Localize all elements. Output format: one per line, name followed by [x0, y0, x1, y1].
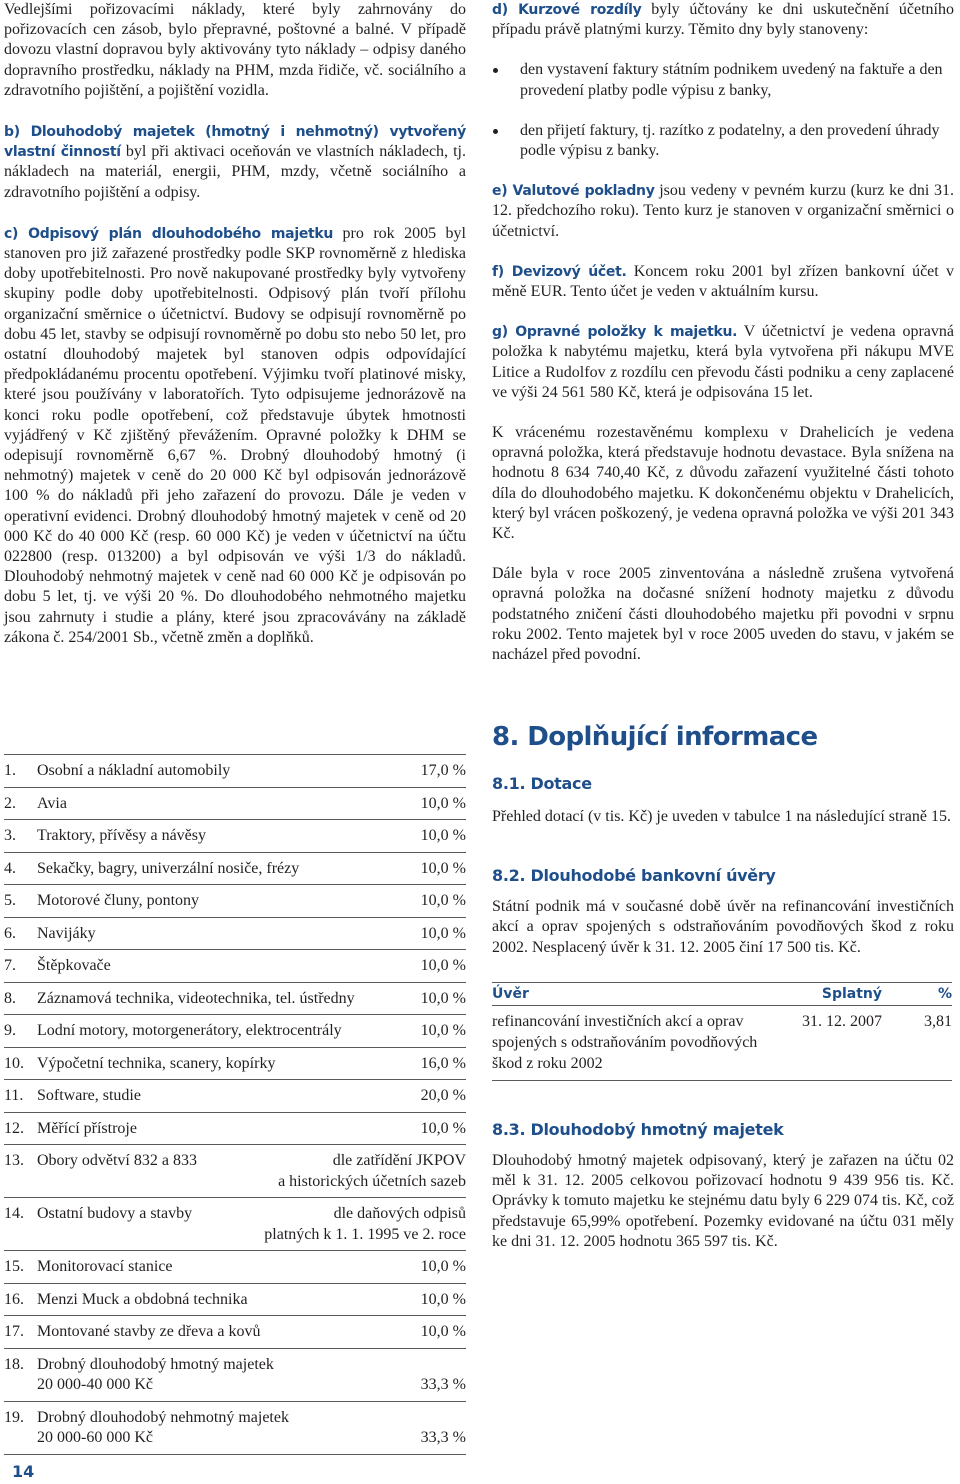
rate-number: 5.	[4, 892, 16, 909]
paragraph-e	[492, 181, 954, 242]
rate-item-range-line	[37, 1428, 466, 1449]
paragraph-f	[492, 262, 954, 302]
subsection-heading-8-1: 8.1. Dotace	[492, 774, 592, 794]
loan-rate: 3,81	[924, 1012, 952, 1030]
rate-number: 15.	[4, 1258, 24, 1275]
table-row	[4, 1251, 466, 1284]
label-d: d) Kurzové rozdíly	[492, 2, 642, 18]
rate-item-name: Měřící přístroje	[37, 1119, 137, 1137]
text-c: pro rok 2005 byl stanoven pro již zařazené prostředky podle SKP rovnoměrně z hlediska doby upotřebitelnosti. Pro nově nakupované prostředky byly vytvořeny skupiny podle doby upotřebitelnosti. Odpisový plán tvoří přílohu organizační směrnice o účetnictví. Budovy se odpisují rovnoměrně po dobu 45 let, stavby se odpisují rovnoměrně po dobu sto nebo 50 let, pro ostatní dlouhodobý majetek byl stanoven odpis odpovídající předpokládanému procentu opotřebení. Výjimku tvoří platinové misky, které jsou používány v laboratořích. Tyto odpisujeme jednorázově na konci roku podle opotřebení, což představuje úbytek hmotnosti vyjádřený v Kč zjištěný převážením. Opravné položky k DHM se odepisují rovnoměrně 6,67 %. Drobný dlouhodobý hmotný (i nehmotný) majetek v ceně do 20 000 Kč byl odpisován jednorázově 100 % do nákladů při jeho zařazení do provozu. Dále je veden v operativní evidenci. Drobný dlouhodobý hmotný majetek v ceně od 20 000 Kč do 40 000 Kč (resp. 60 000 Kč) je veden v účetnictví na účtu 022800 (resp. 013200) a byl odpisován ve výši 1/3 do nákladů. Dlouhodobý nehmotný majetek v ceně nad 60 000 Kč je odpisován po dobu 5 let, tj. ve výši 20 %. Do dlouhodobého nehmotného majetku jsou zahrnuty i studie a plány, které jsou zpracovávány na základě zákona č. 254/2001 Sb., včetně změn a doplňků.	[4, 224, 466, 646]
rate-percent: 33,3 %	[420, 1429, 466, 1446]
table-row	[4, 950, 466, 983]
rate-number: 18.	[4, 1355, 24, 1373]
rate-number: 12.	[4, 1119, 24, 1137]
section-heading-8: 8. Doplňující informace	[492, 722, 818, 753]
paragraph-g	[492, 322, 954, 403]
rate-number: 10.	[4, 1054, 24, 1072]
table-row	[4, 755, 466, 788]
rate-rule-line: platných k 1. 1. 1995 ve 2. roce	[264, 1225, 466, 1243]
loan-purpose: refinancování investičních akcí a oprav spojených s odstraňováním povodňových škod z roku 2002	[492, 1012, 758, 1072]
paragraph-b	[4, 122, 466, 203]
label-f: f) Devizový účet.	[492, 263, 627, 280]
paragraph-8-2: Státní podnik má v současné době úvěr na refinancování investičních akcí a oprav spojených s odstraňováním povodňových škod z roku 2002. Nesplacený úvěr k 31. 12. 2005 činí 17 500 tis. Kč.	[492, 898, 954, 956]
paragraph-c	[4, 224, 466, 648]
table-row	[4, 820, 466, 853]
rate-item-cell	[37, 1151, 466, 1192]
list-item: den přijetí faktury, tj. razítko z podatelny, a den provedení úhrady podle výpisu z banky.	[492, 121, 954, 161]
rate-item-name: Navijáky	[37, 924, 96, 942]
rate-rule-line: a historických účetních sazeb	[278, 1172, 466, 1190]
rate-percent: 10,0 %	[420, 1323, 466, 1340]
rate-rule-line: dle daňových odpisů	[333, 1205, 466, 1222]
rate-rule	[252, 1151, 467, 1192]
rate-percent: 10,0 %	[420, 1119, 466, 1137]
rate-number: 8.	[4, 989, 16, 1007]
text-f: Koncem roku 2001 byl zřízen bankovní účet v měně EUR. Tento účet je veden v aktuálním kursu.	[492, 262, 955, 301]
rate-percent: 10,0 %	[420, 892, 466, 909]
rate-item-cell	[37, 1355, 466, 1396]
table-row	[4, 1349, 466, 1402]
rate-percent: 10,0 %	[420, 794, 466, 812]
subsection-heading-8-3: 8.3. Dlouhodobý hmotný majetek	[492, 1119, 784, 1139]
label-b: b) Dlouhodobý majetek (hmotný i nehmotný) vytvořený vlastní činností	[4, 124, 466, 161]
paragraph-8-1: Přehled dotací (v tis. Kč) je uveden v tabulce 1 na následující straně 15.	[492, 808, 951, 826]
rate-item-range: 20 000-40 000 Kč	[37, 1376, 153, 1393]
rate-percent: 33,3 %	[420, 1376, 466, 1393]
rate-number: 16.	[4, 1290, 24, 1308]
table-row	[4, 1316, 466, 1349]
table-row	[4, 788, 466, 821]
rate-item-name: Traktory, přívěsy a návěsy	[37, 827, 207, 844]
subsection-heading-8-2: 8.2. Dlouhodobé bankovní úvěry	[492, 866, 776, 886]
rate-number: 6.	[4, 924, 16, 942]
table-row	[4, 1402, 466, 1455]
label-e: e) Valutové pokladny	[492, 183, 655, 200]
rate-item-name: Menzi Muck a obdobná technika	[37, 1290, 248, 1308]
rate-number: 3.	[4, 827, 16, 844]
loan-table	[492, 982, 952, 1081]
table-row	[492, 1006, 952, 1080]
rate-percent: 10,0 %	[420, 957, 466, 974]
rate-item-name: Drobný dlouhodobý nehmotný majetek	[37, 1408, 289, 1426]
rate-item-name: Monitorovací stanice	[37, 1258, 173, 1275]
rate-number: 19.	[4, 1408, 24, 1426]
right-column	[492, 0, 954, 1252]
rate-number: 14.	[4, 1205, 24, 1222]
rate-percent: 10,0 %	[420, 1258, 466, 1275]
rate-item-name: Sekačky, bagry, univerzální nosiče, frézy	[37, 859, 300, 877]
paragraph-d	[492, 0, 954, 40]
rate-item-name: Drobný dlouhodobý hmotný majetek	[37, 1355, 274, 1373]
paragraph-drahelice: K vrácenému rozestavěnému komplexu v Drahelicích je vedena opravná položka, která představuje hodnotu devastace. Byla snížena na hodnotu 8 634 740,40 Kč, z důvodu zařazení využitelné části tohoto díla do dlouhodobého majetku. K dokončenému objektu v Drahelicích, který byl vrácen poškozený, je vedena opravná položka ve výši 201 343 Kč.	[492, 424, 954, 543]
text-b: byl při aktivaci oceňován ve vlastních nákladech, tj. nákladech na materiál, energii, PHM, mzdy, včetně sociálního a zdravotního pojištění a odpisy.	[4, 143, 466, 201]
rate-item-name: Montované stavby ze dřeva a kovů	[37, 1323, 261, 1340]
label-c: c) Odpisový plán dlouhodobého majetku	[4, 225, 334, 242]
loan-due-date: 31. 12. 2007	[802, 1012, 882, 1030]
loan-header-uver: Úvěr	[492, 985, 529, 1002]
table-row	[4, 1080, 466, 1113]
rate-percent: 16,0 %	[420, 1054, 466, 1072]
text-g: V účetnictví je vedena opravná položka k nabytému majetku, která byla vytvořena při nákupu MVE Litice a Rudolfov z rozdílu cen převodu části podniku a ceny zaplacené ve výši 24 561 580 Kč, která je odpisována 15 let.	[492, 323, 954, 401]
rate-number: 1.	[4, 762, 16, 779]
rate-number: 4.	[4, 859, 16, 877]
rate-rule-line: dle zatřídění JKPOV	[332, 1152, 466, 1169]
table-row	[4, 1113, 466, 1146]
rate-rule	[252, 1204, 467, 1245]
table-row	[4, 1048, 466, 1081]
label-g: g) Opravné položky k majetku.	[492, 324, 738, 341]
table-row	[4, 885, 466, 918]
rate-percent: 10,0 %	[420, 1022, 466, 1039]
rate-item-cell	[37, 1408, 466, 1449]
rate-item-range-line	[37, 1375, 466, 1396]
loan-header-splatny: Splatný	[821, 985, 882, 1002]
rate-percent: 10,0 %	[420, 924, 466, 942]
rate-percent: 10,0 %	[420, 989, 466, 1007]
page-number: 14	[12, 1462, 35, 1481]
rate-item-name: Štěpkovače	[37, 957, 111, 974]
rate-item-name: Software, studie	[37, 1087, 141, 1104]
rate-item-name: Motorové čluny, pontony	[37, 892, 200, 909]
rate-item-name: Osobní a nákladní automobily	[37, 762, 231, 779]
paragraph-2005: Dále byla v roce 2005 zinventována a následně zrušena vytvořená opravná položka na dočasné snížení hodnoty majetku z důvodu podstatného zničení části dlouhodobého majetku při povodni v srpnu roku 2002. Tento majetek byl v roce 2005 uveden do stavu, v jakém se nacházel před povodní.	[492, 565, 954, 664]
table-row	[4, 1284, 466, 1317]
table-row	[4, 1145, 466, 1198]
rate-number: 2.	[4, 794, 16, 812]
text-e: jsou vedeny v pevném kurzu (kurz ke dni 31. 12. předchozího roku). Tento kurz je stanoven v organizační směrnici o účetnictví.	[492, 182, 954, 240]
rate-number: 7.	[4, 957, 16, 974]
rate-number: 9.	[4, 1022, 16, 1039]
rate-item-name: Ostatní budovy a stavby	[37, 1205, 193, 1222]
paragraph-8-3: Dlouhodobý hmotný majetek odpisovaný, který je zařazen na účtu 02 měl k 31. 12. 2005 celkovou pořizovací hodnotu 9 439 956 tis. Kč. Oprávky k tomuto majetku ke stejnému datu byly 6 229 074 tis. Kč, což představuje 65,99% opotřebení. Pozemky evidované na účtu 031 měly ke dni 31. 12. 2005 hodnotu 365 597 tis. Kč.	[492, 1151, 954, 1250]
exchange-dates-list	[492, 60, 954, 161]
left-column	[4, 0, 466, 648]
rate-percent: 10,0 %	[420, 859, 466, 877]
rate-item-name: Avia	[37, 794, 67, 812]
list-item: den vystavení faktury státním podnikem uvedený na faktuře a den provedení platby podle výpisu z banky,	[492, 60, 954, 100]
rate-number: 13.	[4, 1152, 24, 1169]
rate-percent: 20,0 %	[420, 1087, 466, 1104]
rate-item-cell	[37, 1204, 466, 1245]
rate-item-name: Obory odvětví 832 a 833	[37, 1152, 197, 1169]
rate-number: 17.	[4, 1323, 24, 1340]
rate-item-name: Lodní motory, motorgenerátory, elektrocentrály	[37, 1022, 342, 1039]
rate-percent: 17,0 %	[420, 762, 466, 779]
rate-item-name: Záznamová technika, videotechnika, tel. ústředny	[37, 989, 355, 1007]
table-row	[4, 1198, 466, 1251]
depreciation-rates-table	[4, 754, 466, 1455]
table-row	[4, 853, 466, 886]
table-row	[4, 1015, 466, 1048]
intro-paragraph: Vedlejšími pořizovacími náklady, které byly zahrnovány do pořizovacích cen zásob, bylo přepravné, poštovné a balné. V případě dovozu vlastní dopravou byly aktivovány tyto náklady – odpisy daného dopravního prostředku, náklady na PHM, mzda řidiče, vč. sociálního a zdravotního pojištění, a pojištění vozidla.	[4, 1, 466, 99]
rate-item-range: 20 000-60 000 Kč	[37, 1429, 153, 1446]
rate-percent: 10,0 %	[420, 827, 466, 844]
text-d: byly účtovány ke dni uskutečnění účetního případu právě platnými kurzy. Těmito dny byly stanoveny:	[492, 1, 955, 39]
rate-number: 11.	[4, 1087, 24, 1104]
rate-percent: 10,0 %	[420, 1290, 466, 1308]
table-row	[4, 983, 466, 1016]
loan-table-header	[492, 983, 952, 1006]
rate-item-name: Výpočetní technika, scanery, kopírky	[37, 1054, 276, 1072]
table-row	[4, 918, 466, 951]
loan-header-pct: %	[937, 985, 952, 1002]
